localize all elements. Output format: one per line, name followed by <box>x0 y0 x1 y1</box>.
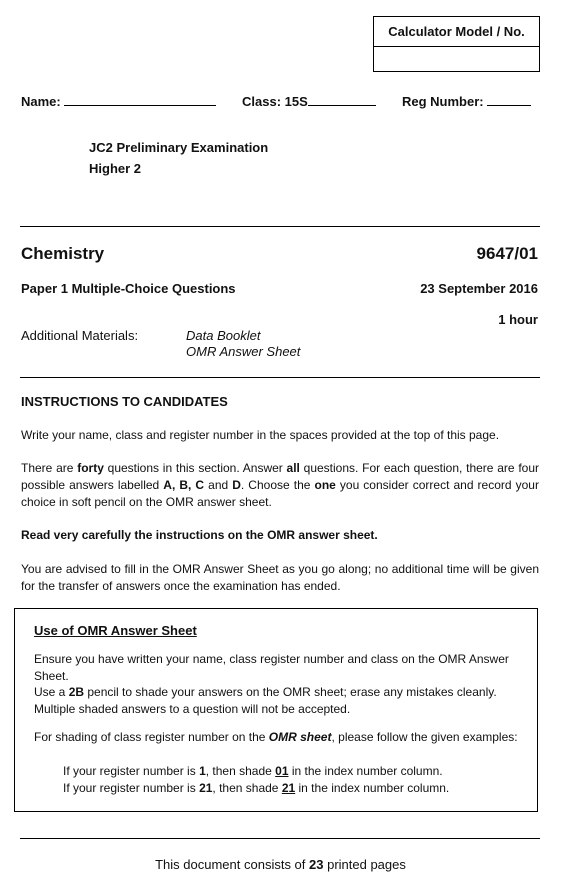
omr-heading: Use of OMR Answer Sheet <box>34 623 197 638</box>
class-field[interactable] <box>242 93 376 109</box>
omr-paragraph-1: Ensure you have written your name, class register number and class on the OMR Answer Sheet. <box>34 652 509 683</box>
name-label: Name: <box>21 94 61 109</box>
class-label: Class: 15S <box>242 94 308 109</box>
materials-label: Additional Materials: <box>21 328 139 343</box>
omr-example-2: If your register number is 21, then shade 21 in the index number column. <box>63 781 450 795</box>
material-item: Data Booklet <box>186 328 261 343</box>
name-underline <box>64 93 216 106</box>
instructions-heading: INSTRUCTIONS TO CANDIDATES <box>21 394 228 409</box>
subject-code: 9647/01 <box>476 244 538 263</box>
instructions-paragraph-2: There are forty questions in this section. Answer all questions. For each question, there are four possible answers labelled A, B, C and D. Choose the one you consider correct and record your choice in soft pencil on the OMR answer sheet. <box>21 461 540 509</box>
calculator-value-field[interactable] <box>374 47 539 71</box>
calculator-box <box>373 16 540 72</box>
material-item: OMR Answer Sheet <box>186 344 301 359</box>
divider-middle <box>20 377 540 378</box>
name-field[interactable] <box>21 93 216 109</box>
exam-duration: 1 hour <box>498 312 538 327</box>
calculator-title: Calculator Model / No. <box>374 17 539 47</box>
reg-number-label: Reg Number: <box>402 94 484 109</box>
instructions-paragraph-3: Read very carefully the instructions on the OMR answer sheet. <box>21 528 378 542</box>
exam-title: JC2 Preliminary Examination <box>89 140 269 155</box>
exam-date: 23 September 2016 <box>420 281 538 296</box>
exam-level: Higher 2 <box>89 161 142 176</box>
divider-top <box>20 226 540 227</box>
instructions-paragraph-4: You are advised to fill in the OMR Answer Sheet as you go along; no additional time will be given for the transfer of answers once the examination has ended. <box>21 562 539 593</box>
instructions-paragraph-1: Write your name, class and register number in the spaces provided at the top of this page. <box>21 428 500 442</box>
omr-example-1: If your register number is 1, then shade 01 in the index number column. <box>63 764 443 778</box>
divider-bottom <box>20 838 540 839</box>
paper-title: Paper 1 Multiple-Choice Questions <box>21 281 236 296</box>
subject-name: Chemistry <box>21 244 105 263</box>
omr-paragraph-4: For shading of class register number on the OMR sheet, please follow the given examples: <box>34 730 518 744</box>
reg-number-underline <box>487 93 531 106</box>
omr-paragraph-3: Multiple shaded answers to a question will not be accepted. <box>34 702 351 716</box>
page-count-footer: This document consists of 23 printed pages <box>155 857 406 872</box>
class-underline <box>308 93 376 106</box>
omr-paragraph-2: Use a 2B pencil to shade your answers on the OMR sheet; erase any mistakes cleanly. <box>34 685 497 699</box>
reg-number-field[interactable] <box>402 93 531 109</box>
